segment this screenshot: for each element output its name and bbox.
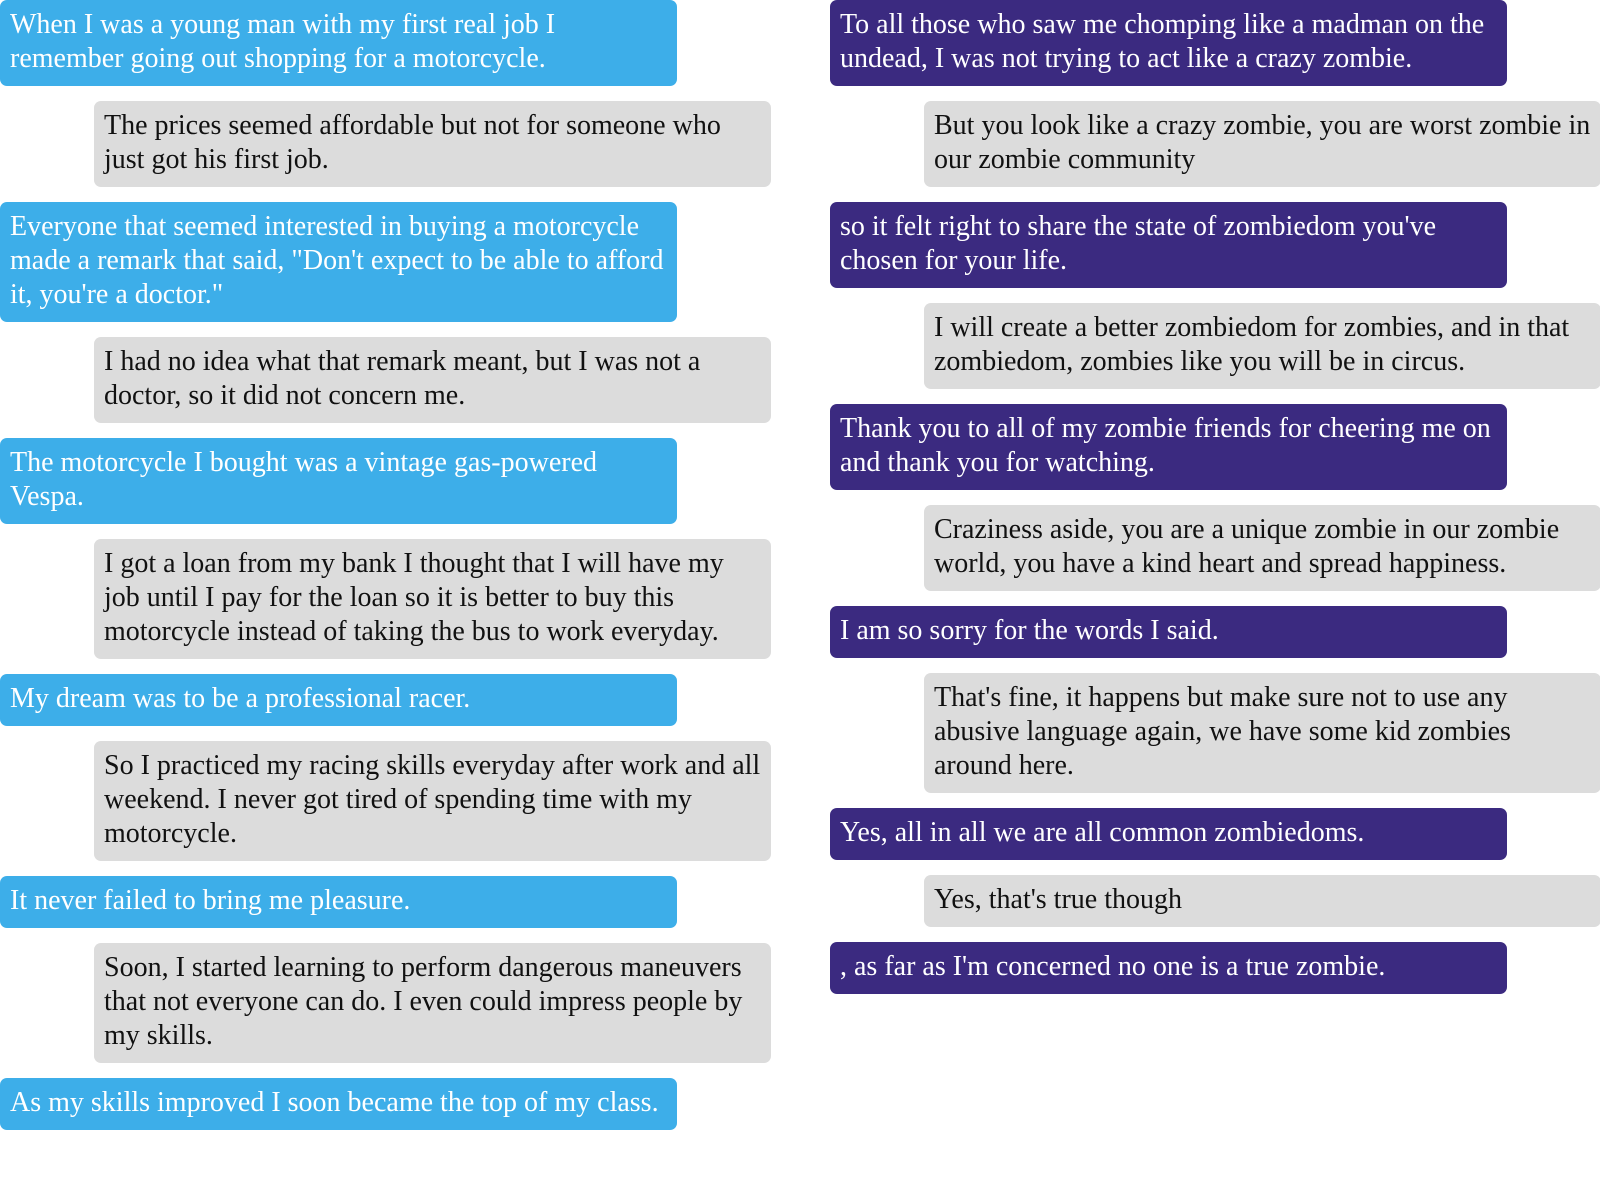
sent-message-bubble: The motorcycle I bought was a vintage gas-powered Vespa. <box>0 438 677 524</box>
reply-message-bubble: Soon, I started learning to perform dangerous maneuvers that not everyone can do. I even could impress people by my skills. <box>94 943 771 1063</box>
conversation-right <box>830 0 1600 1009</box>
reply-message-bubble: That's fine, it happens but make sure not to use any abusive language again, we have some kid zombies around here. <box>924 673 1600 793</box>
conversation-left <box>0 0 770 1145</box>
sent-message-bubble: I am so sorry for the words I said. <box>830 606 1507 658</box>
sent-message-bubble: To all those who saw me chomping like a madman on the undead, I was not trying to act like a crazy zombie. <box>830 0 1507 86</box>
sent-message-bubble: Thank you to all of my zombie friends for cheering me on and thank you for watching. <box>830 404 1507 490</box>
sent-message-bubble: , as far as I'm concerned no one is a true zombie. <box>830 942 1507 994</box>
reply-message-bubble: Craziness aside, you are a unique zombie in our zombie world, you have a kind heart and spread happiness. <box>924 505 1600 591</box>
sent-message-bubble: As my skills improved I soon became the top of my class. <box>0 1078 677 1130</box>
sent-message-bubble: Everyone that seemed interested in buying a motorcycle made a remark that said, "Don't expect to be able to afford it, you're a doctor." <box>0 202 677 322</box>
sent-message-bubble: My dream was to be a professional racer. <box>0 674 677 726</box>
reply-message-bubble: The prices seemed affordable but not for someone who just got his first job. <box>94 101 771 187</box>
reply-message-bubble: I got a loan from my bank I thought that I will have my job until I pay for the loan so it is better to buy this motorcycle instead of taking the bus to work everyday. <box>94 539 771 659</box>
sent-message-bubble: so it felt right to share the state of zombiedom you've chosen for your life. <box>830 202 1507 288</box>
sent-message-bubble: It never failed to bring me pleasure. <box>0 876 677 928</box>
reply-message-bubble: I had no idea what that remark meant, but I was not a doctor, so it did not concern me. <box>94 337 771 423</box>
sent-message-bubble: When I was a young man with my first real job I remember going out shopping for a motorcycle. <box>0 0 677 86</box>
reply-message-bubble: So I practiced my racing skills everyday after work and all weekend. I never got tired of spending time with my motorcycle. <box>94 741 771 861</box>
reply-message-bubble: But you look like a crazy zombie, you are worst zombie in our zombie community <box>924 101 1600 187</box>
reply-message-bubble: I will create a better zombiedom for zombies, and in that zombiedom, zombies like you will be in circus. <box>924 303 1600 389</box>
reply-message-bubble: Yes, that's true though <box>924 875 1600 927</box>
sent-message-bubble: Yes, all in all we are all common zombiedoms. <box>830 808 1507 860</box>
